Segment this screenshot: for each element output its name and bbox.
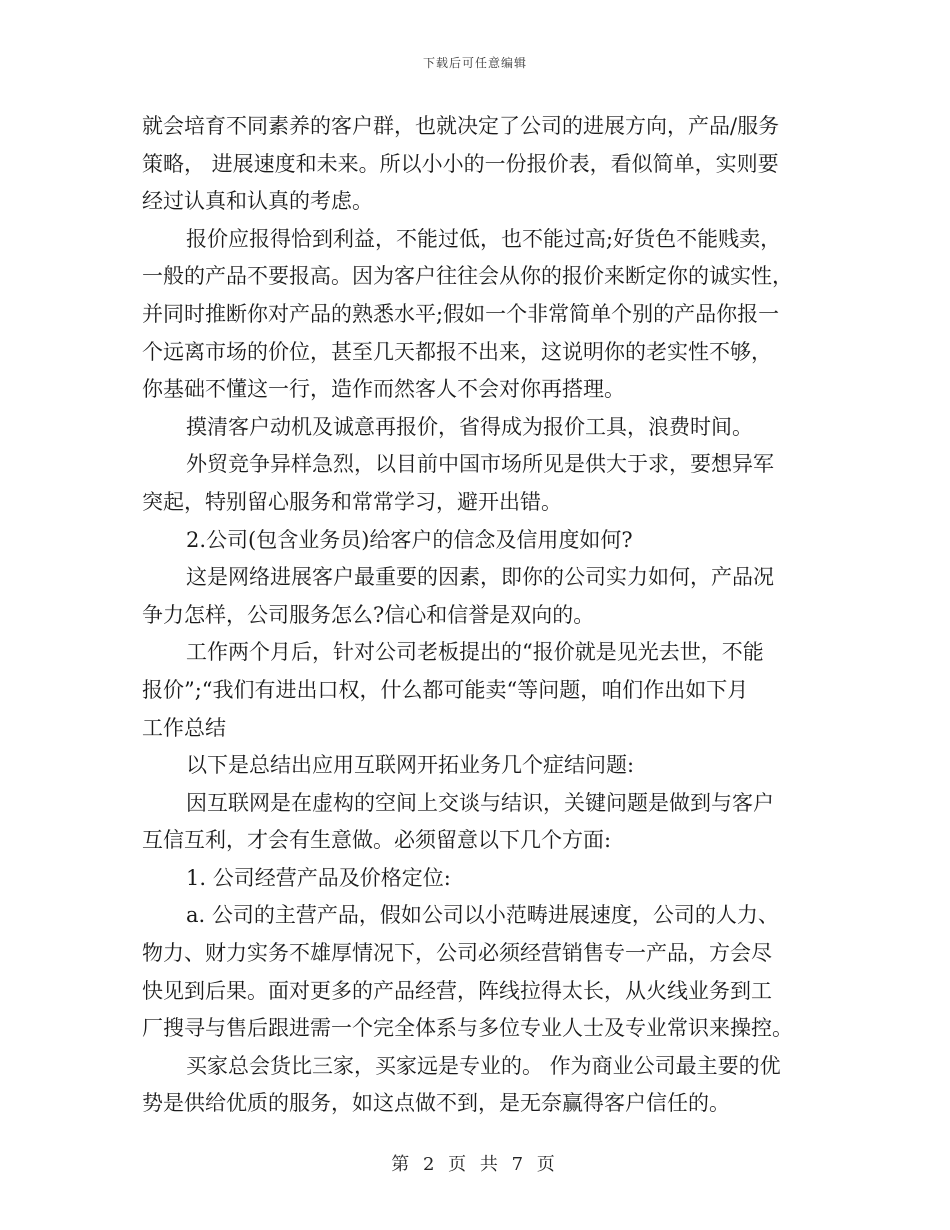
text-line: 你基础不懂这一行，造作而然客人不会对你再搭理。 <box>142 377 625 402</box>
paragraph-start-line: 摸清客户动机及诚意再报价，省得成为报价工具，浪费时间。 <box>186 414 753 439</box>
text-line: 势是供给优质的服务，如这点做不到，是无奈赢得客户信任的。 <box>142 1091 730 1116</box>
text-line: 报价”;“我们有进出口权，什么都可能卖“等问题，咱们作出如下月 <box>142 677 749 702</box>
text-line: 争力怎样，公司服务怎么?信心和信誉是双向的。 <box>142 602 595 627</box>
text-line: 就会培育不同素养的客户群，也就决定了公司的进展方向，产品/服务 <box>142 114 780 138</box>
text-line: 快见到后果。面对更多的产品经营，阵线拉得太长，从火线业务到工 <box>142 978 772 1003</box>
text-line: 工作总结 <box>142 715 226 740</box>
text-line: 策略， 进展速度和未来。所以小小的一份报价表，看似简单，实则要 <box>142 151 779 176</box>
text-line: 厂搜寻与售后跟进需一个完全体系与多位专业人士及专业常识来操控。 <box>142 1016 793 1041</box>
page-header: 下载后可任意编辑 <box>422 56 527 70</box>
paragraph-start-line: a. 公司的主营产品，假如公司以小范畴进展速度，公司的人力、 <box>186 903 779 928</box>
section-heading: 2.公司(包含业务员)给客户的信念及信用度如何? <box>186 527 633 552</box>
page-footer: 第 2 页 共 7 页 <box>391 1154 559 1175</box>
document-body <box>142 108 808 1123</box>
text-line: 一般的产品不要报高。因为客户往往会从你的报价来断定你的诚实性， <box>142 264 793 289</box>
text-line: 互信互利，才会有生意做。必须留意以下几个方面: <box>142 828 612 853</box>
paragraph-start-line: 报价应报得恰到利益，不能过低，也不能过高;好货色不能贱卖， <box>186 226 782 251</box>
paragraph-start-line: 外贸竞争异样急烈，以目前中国市场所见是供大于求，要想异军 <box>186 452 774 477</box>
section-heading: 1. 公司经营产品及价格定位: <box>186 865 451 890</box>
paragraph-start-line: 工作两个月后，针对公司老板提出的“报价就是见光去世，不能 <box>186 640 764 665</box>
text-line: 物力、财力实务不雄厚情况下，公司必须经营销售专一产品，方会尽 <box>142 941 772 966</box>
text-line: 突起，特别留心服务和常常学习，避开出错。 <box>142 489 562 514</box>
text-line: 经过认真和认真的考虑。 <box>142 189 373 214</box>
paragraph-start-line: 以下是总结出应用互联网开拓业务几个症结问题: <box>186 753 635 778</box>
paragraph-start-line: 买家总会货比三家，买家远是专业的。 作为商业公司最主要的优 <box>186 1053 781 1078</box>
paragraph-start-line: 因互联网是在虚构的空间上交谈与结识，关键问题是做到与客户 <box>186 790 774 815</box>
paragraph-start-line: 这是网络进展客户最重要的因素，即你的公司实力如何，产品况 <box>186 565 774 590</box>
text-line: 个远离市场的价位，甚至几天都报不出来，这说明你的老实性不够， <box>142 339 772 364</box>
text-line: 并同时推断你对产品的熟悉水平;假如一个非常简单个别的产品你报一 <box>142 301 780 326</box>
